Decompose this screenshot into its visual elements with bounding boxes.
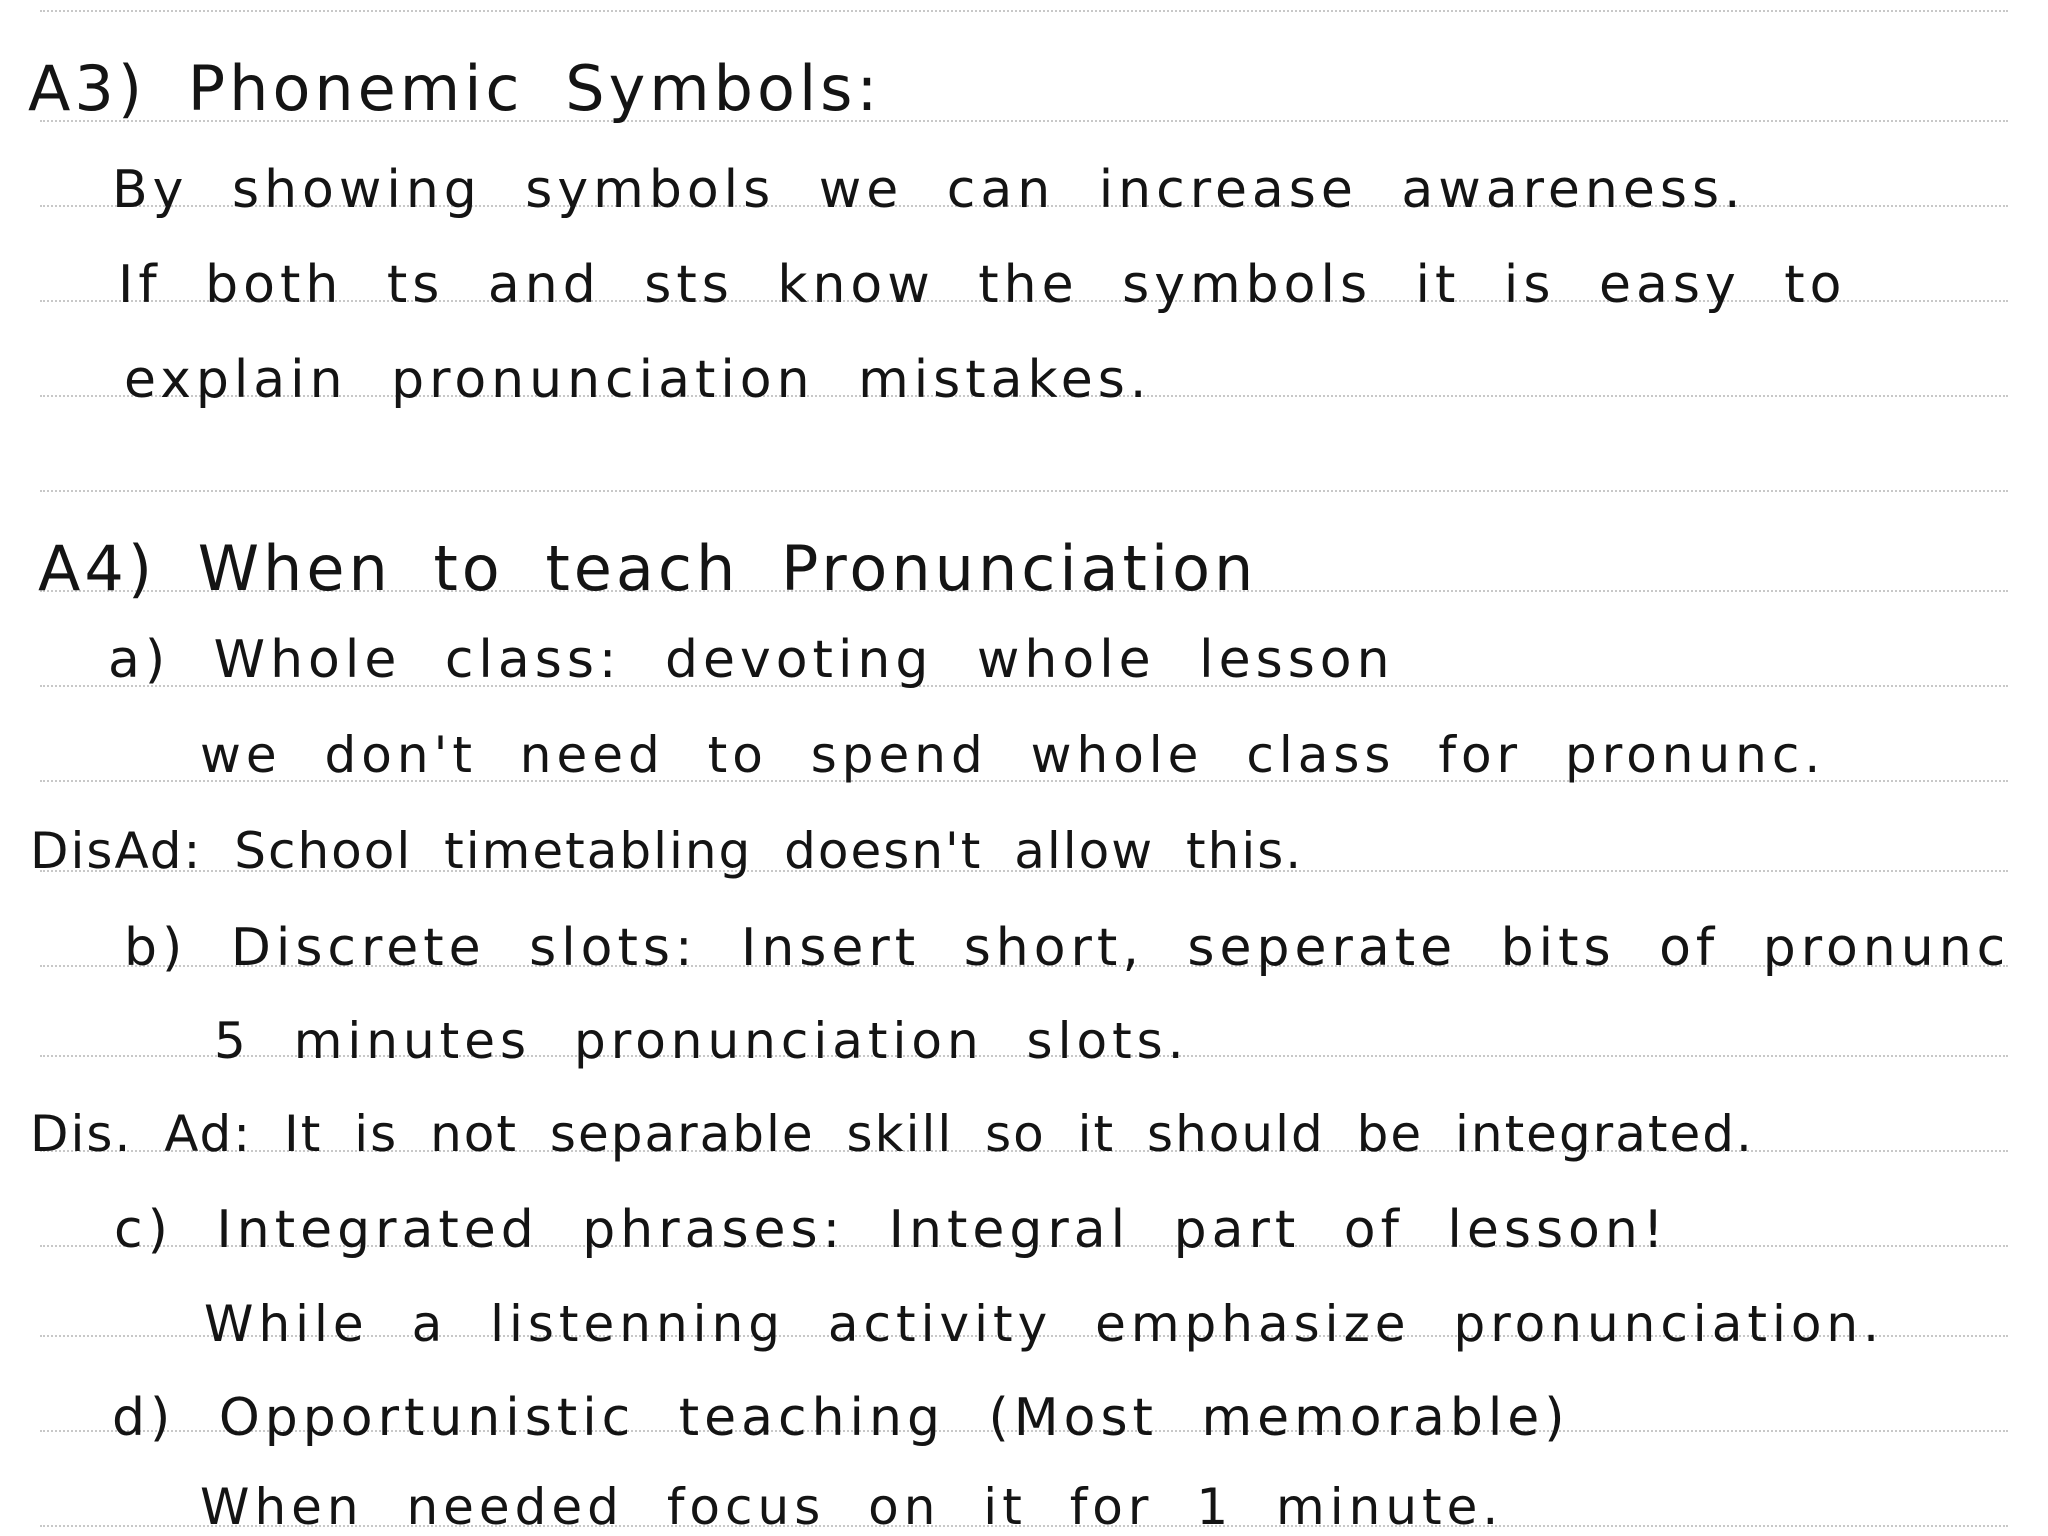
- note-line: explain pronunciation mistakes.: [124, 350, 1152, 410]
- note-line: While a listenning activity emphasize pronunciation.: [204, 1295, 1885, 1353]
- note-line: When needed focus on it for 1 minute.: [200, 1478, 1504, 1536]
- note-line: b) Discrete slots: Insert short, seperate bits of pronunc: [124, 918, 2011, 978]
- note-line: we don't need to spend whole class for pronunc.: [200, 726, 1826, 784]
- note-line: If both ts and sts know the symbols it is easy to: [118, 255, 1847, 315]
- note-line: By showing symbols we can increase awareness.: [112, 160, 1746, 220]
- note-line: 5 minutes pronunciation slots.: [214, 1012, 1189, 1070]
- note-line: d) Opportunistic teaching (Most memorable): [112, 1388, 1570, 1448]
- note-line: c) Integrated phrases: Integral part of lesson!: [114, 1200, 1669, 1260]
- section-heading: A3) Phonemic Symbols:: [28, 52, 882, 125]
- ruled-line: [40, 10, 2008, 12]
- note-line: Dis. Ad: It is not separable skill so it should be integrated.: [30, 1105, 1754, 1163]
- ruled-line: [40, 490, 2008, 492]
- note-line: a) Whole class: devoting whole lesson: [108, 630, 1395, 690]
- section-heading: A4) When to teach Pronunciation: [38, 532, 1258, 605]
- note-line: DisAd: School timetabling doesn't allow this.: [30, 822, 1304, 880]
